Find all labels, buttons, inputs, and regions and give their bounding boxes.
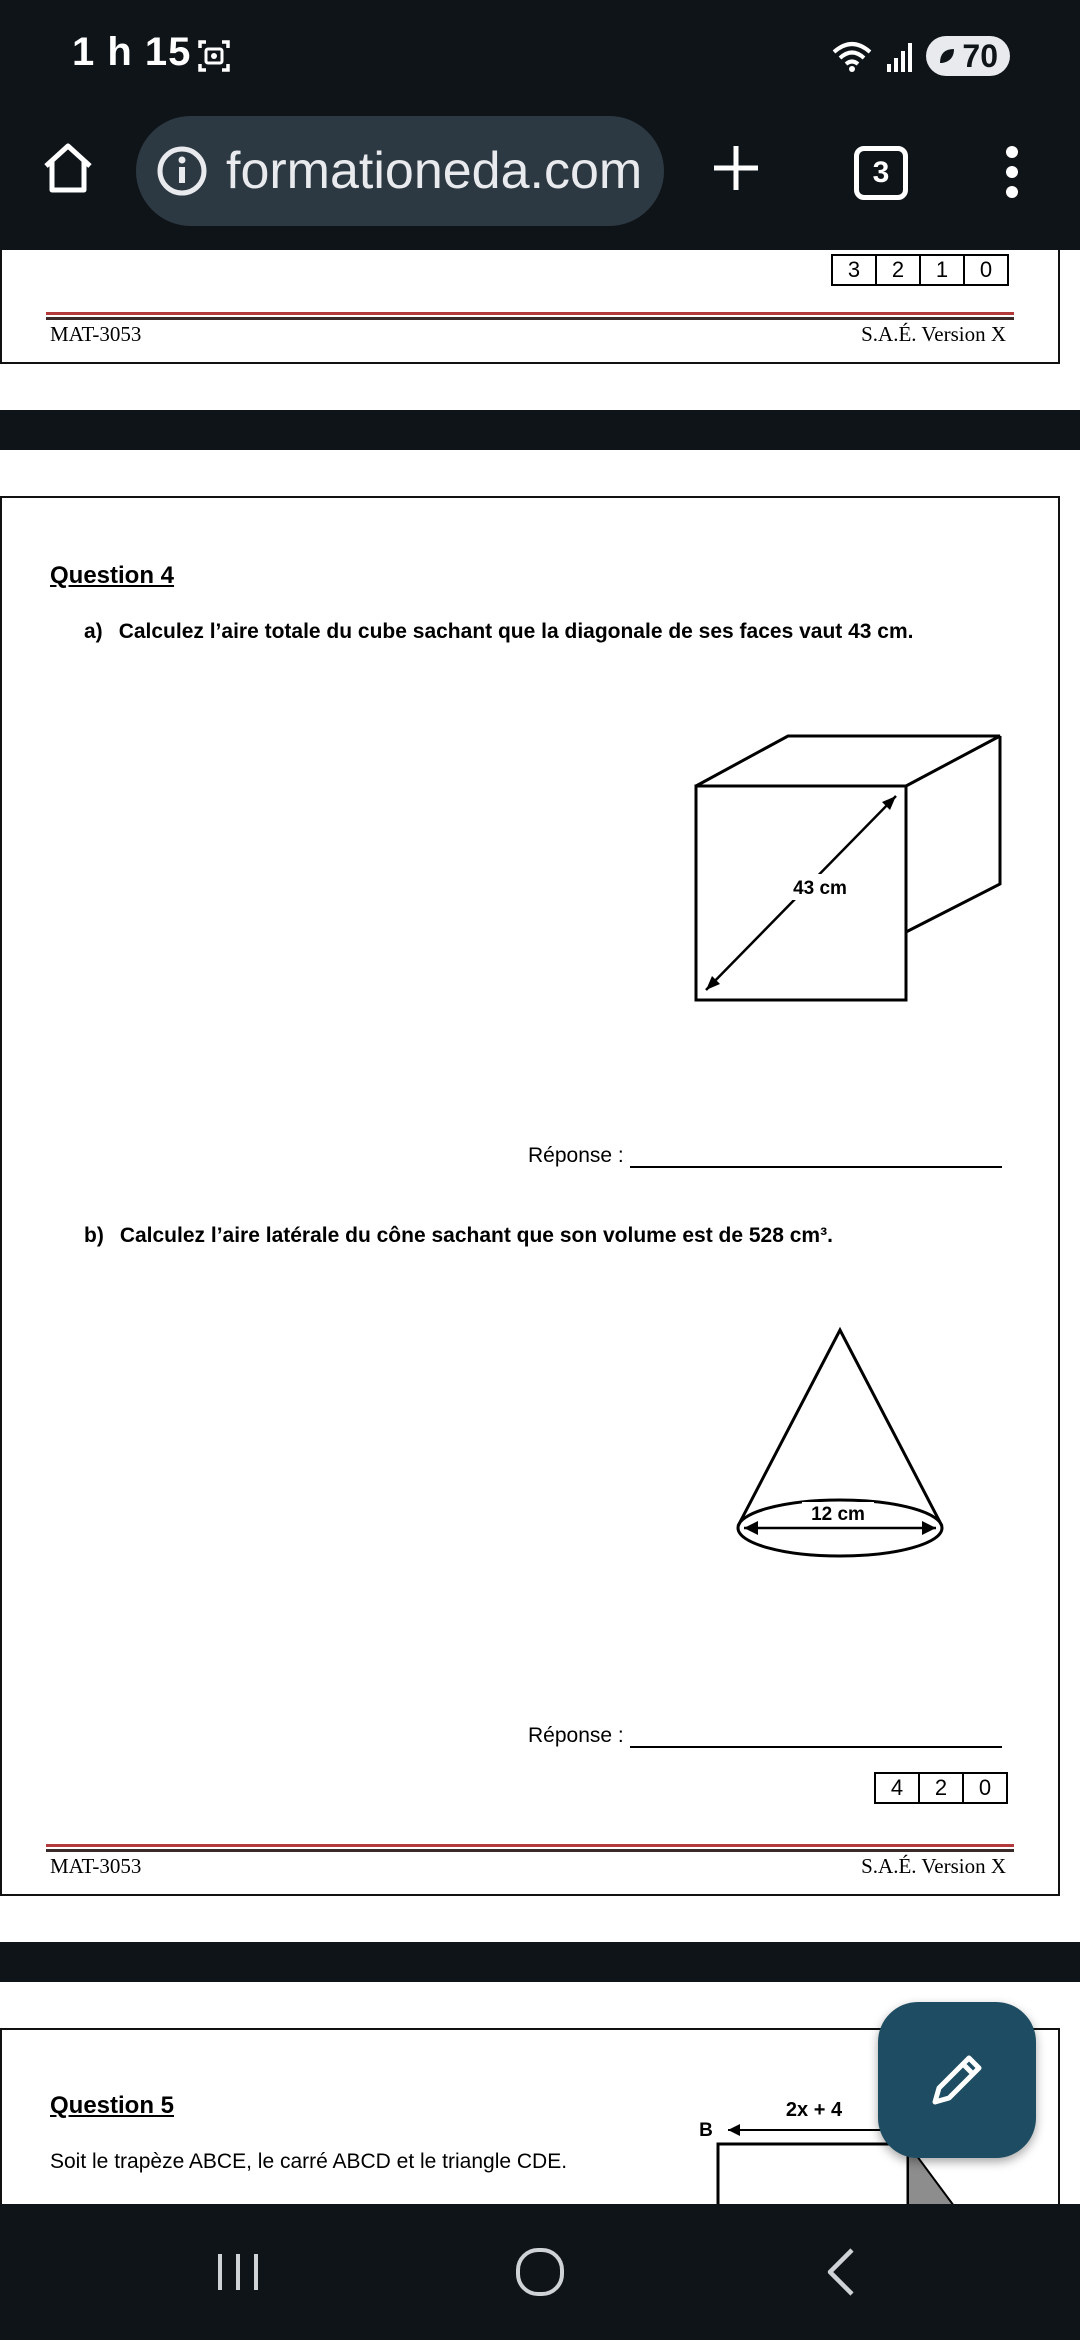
browser-chrome (0, 0, 1080, 250)
address-bar[interactable] (136, 116, 664, 226)
answer-line-a (528, 1144, 1002, 1168)
answer-label: Réponse : (528, 1724, 624, 1747)
square-abcd (718, 2144, 908, 2206)
side-length-label: 2x + 4 (785, 2099, 843, 2121)
cube-side-face (906, 736, 1000, 932)
battery-indicator (926, 36, 1010, 76)
score-cell: 1 (919, 256, 963, 284)
battery-icon (936, 45, 958, 67)
score-cell: 3 (847, 257, 861, 282)
status-indicators (830, 36, 1010, 76)
cone-slant (738, 1330, 942, 1526)
score-cell: 2 (918, 1774, 962, 1802)
footer-version: S.A.É. Version X (861, 322, 1006, 346)
cone-figure (732, 1326, 952, 1562)
diagonal-label: 43 cm (793, 878, 847, 899)
question-text: Soit le trapèze ABCE, le carré ABCD et le triangle CDE. (50, 2150, 568, 2173)
page-separator (0, 410, 1080, 450)
document-page-2 (0, 496, 1060, 1896)
cube-figure (692, 732, 1012, 1004)
answer-blank (630, 1165, 1002, 1168)
arrowhead (744, 1521, 758, 1535)
annotate-fab[interactable] (878, 2002, 1036, 2158)
score-cell: 0 (963, 256, 1007, 284)
wifi-icon (830, 38, 876, 74)
score-box (831, 254, 1009, 286)
footer-rule (46, 312, 1014, 320)
part-text: Calculez l’aire totale du cube sachant que la diagonale de ses faces vaut 43 cm. (118, 620, 914, 643)
answer-label: Réponse : (528, 1144, 624, 1167)
question-part-b (84, 1224, 833, 1248)
more-vert-icon[interactable] (1000, 144, 1024, 200)
url-text[interactable]: formationeda.com (226, 142, 643, 200)
recents-icon[interactable] (208, 2242, 268, 2302)
footer-course-code: MAT-3053 (50, 1854, 142, 1878)
plus-icon[interactable] (708, 140, 764, 196)
signal-icon (886, 38, 916, 74)
question-title: Question 5 (50, 2092, 175, 2119)
part-label: b) (84, 1224, 104, 1247)
screenshot-icon (196, 38, 232, 74)
answer-line-b (528, 1724, 1002, 1748)
back-icon[interactable] (812, 2242, 872, 2302)
part-text: Calculez l’aire latérale du cône sachant que son volume est de 528 cm³. (119, 1224, 833, 1247)
footer-version: S.A.É. Version X (861, 1854, 1006, 1878)
home-icon[interactable] (40, 140, 96, 196)
info-icon[interactable] (156, 145, 208, 197)
battery-level: 70 (962, 37, 998, 74)
score-cell: 0 (962, 1774, 1006, 1802)
part-label: a) (84, 620, 103, 643)
score-box (874, 1772, 1008, 1804)
footer-rule (46, 1844, 1014, 1852)
cube-top-face (696, 736, 1000, 786)
arrowhead (922, 1521, 936, 1535)
score-cell: 2 (875, 256, 919, 284)
diameter-label: 12 cm (811, 1504, 865, 1525)
home-circle-icon[interactable] (510, 2242, 570, 2302)
score-cell: 4 (890, 1775, 904, 1800)
vertex-label-b: B (699, 2120, 713, 2141)
arrowhead (728, 2124, 740, 2136)
status-time: 1 h 15 (72, 30, 192, 74)
pencil-icon (925, 2048, 989, 2112)
tabs-icon[interactable]: 3 (854, 146, 908, 200)
document-page-1 (0, 250, 1060, 364)
system-nav-bar (0, 2204, 1080, 2340)
footer-course-code: MAT-3053 (50, 322, 142, 346)
question-title: Question 4 (50, 562, 175, 589)
page-separator (0, 1942, 1080, 1982)
question-part-a (84, 620, 914, 644)
answer-blank (630, 1745, 1002, 1748)
